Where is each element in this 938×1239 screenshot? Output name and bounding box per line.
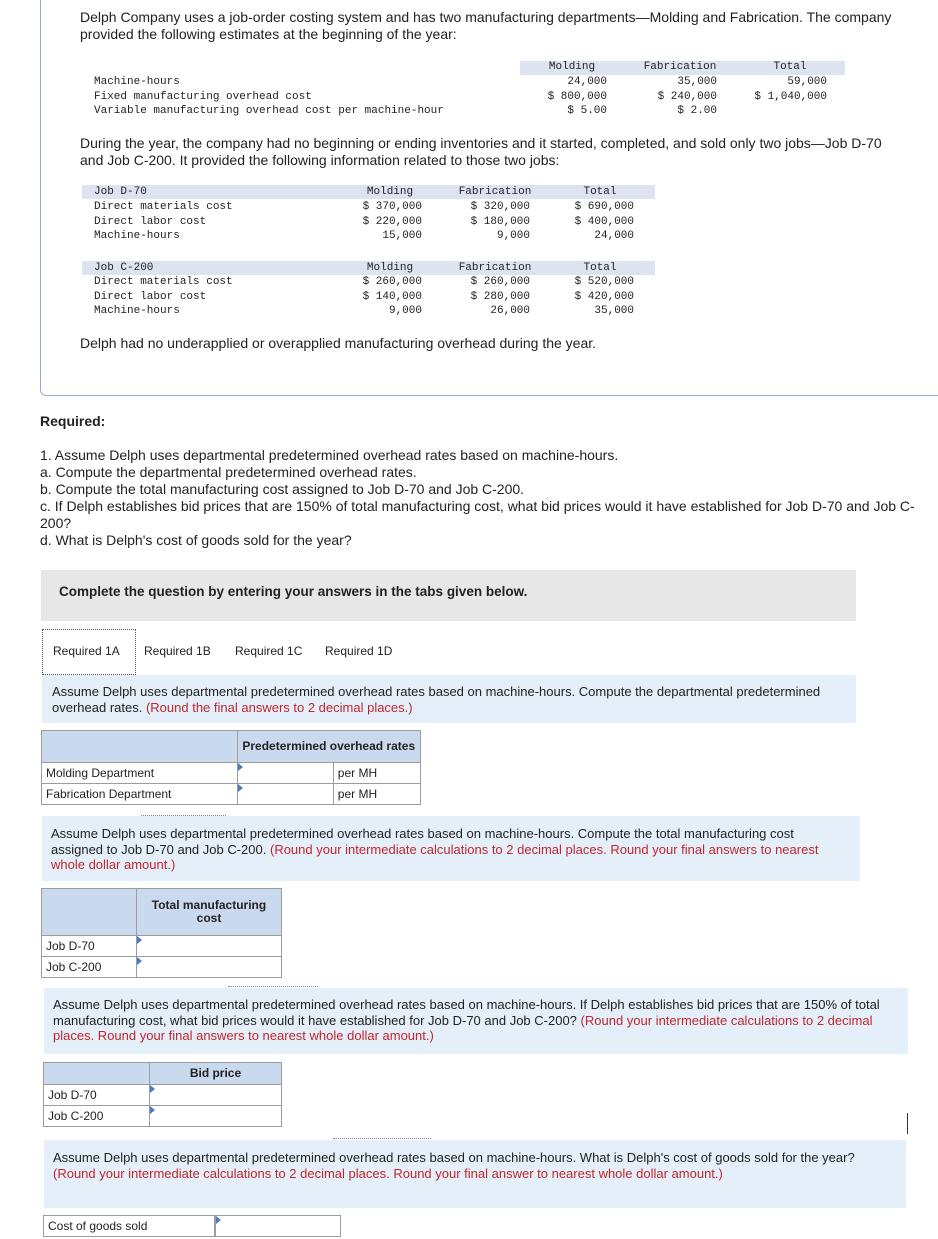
instruction-text: Complete the question by entering your answers in the tabs given below. xyxy=(59,584,528,599)
section-c-note: (Round your intermediate calculations to 2 decimal places. Round your final answers to nearest whole dollar amount.) xyxy=(53,1012,873,1043)
molding-rate-unit: per MH xyxy=(333,763,420,784)
job-c200-cell: 9,000 xyxy=(388,305,422,317)
section-d-text: Assume Delph uses departmental predetermined overhead rates based on machine-hours. What is Delph's cost of goods sold for the year? xyxy=(53,1150,855,1165)
job-c200-header-total: Total xyxy=(583,262,617,274)
cogs-label: Cost of goods sold xyxy=(44,1216,216,1237)
job-c200-cell: $ 260,000 xyxy=(470,276,530,288)
job-c200-cell: $ 420,000 xyxy=(574,290,634,303)
job-d70-label: Job D-70 xyxy=(44,1085,150,1106)
job-d70-row-label: Machine-hours xyxy=(94,230,180,242)
job-c200-header-molding: Molding xyxy=(366,262,414,274)
job-d70-cell: $ 180,000 xyxy=(470,215,530,228)
job-c200-title: Job C-200 xyxy=(94,262,154,274)
section-d-note: (Round your intermediate calculations to 2 decimal places. Round your final answer to nearest whole dollar amount.) xyxy=(53,1165,723,1181)
cogs-table xyxy=(43,1215,341,1237)
dotted-divider xyxy=(333,1138,431,1139)
section-c-instructions xyxy=(44,988,908,1054)
required-line: a. Compute the departmental predetermined overhead rates. xyxy=(40,464,417,480)
job-d70-row-label: Direct labor cost xyxy=(94,215,207,228)
section-b-text: Assume Delph uses departmental predetermined overhead rates based on machine-hours. Compute the total manufacturing cost assigned to Job D-70 and Job C-200. xyxy=(51,826,794,857)
bid-price-table xyxy=(43,1062,282,1127)
empty-header-cell xyxy=(42,889,137,936)
job-d70-cell: 9,000 xyxy=(496,230,530,242)
estimates-row-label: Machine-hours xyxy=(94,76,180,88)
job-c200-cell: $ 140,000 xyxy=(362,290,422,303)
job-c200-total-cost-input[interactable] xyxy=(137,957,282,978)
estimates-row-label: Variable manufacturing overhead cost per machine-hour xyxy=(94,105,444,117)
job-d70-cell: 15,000 xyxy=(382,230,422,242)
job-c200-cell: $ 260,000 xyxy=(362,276,422,288)
tab-required-1c[interactable]: Required 1C xyxy=(235,644,303,658)
estimates-header-total: Total xyxy=(773,61,807,73)
section-b-instructions xyxy=(42,816,860,881)
job-c200-label: Job C-200 xyxy=(44,1106,150,1127)
job-c200-cell: 26,000 xyxy=(490,305,530,317)
job-d70-cell: $ 690,000 xyxy=(574,201,634,213)
fabrication-rate-unit: per MH xyxy=(333,784,420,805)
job-c200-header-fabrication: Fabrication xyxy=(458,262,532,274)
job-d70-total-cost-input[interactable] xyxy=(137,936,282,957)
job-d70-row-label: Direct materials cost xyxy=(94,201,233,213)
section-a-instructions xyxy=(42,675,856,723)
job-d70-cell: $ 320,000 xyxy=(470,201,530,213)
estimates-cell: 24,000 xyxy=(567,76,607,88)
tab-required-1b[interactable]: Required 1B xyxy=(144,644,211,658)
job-d70-header-fabrication: Fabrication xyxy=(458,186,532,198)
job-c200-row-label: Machine-hours xyxy=(94,305,180,317)
section-c-text: Assume Delph uses departmental predetermined overhead rates based on machine-hours. If Delph establishes bid prices that are 150% of total manufacturing cost, what bid prices would it have established for Job D-70 and Job C-200? xyxy=(53,997,880,1028)
section-d-instructions xyxy=(44,1140,906,1208)
required-title: Required: xyxy=(40,413,106,429)
fabrication-rate-input[interactable] xyxy=(237,784,333,805)
required-list xyxy=(40,447,935,549)
tab-required-1d[interactable]: Required 1D xyxy=(325,644,393,658)
total-cost-header: Total manufacturing cost xyxy=(137,889,282,936)
estimates-cell: $ 800,000 xyxy=(547,90,607,103)
job-d70-label: Job D-70 xyxy=(42,936,137,957)
job-c200-cell: 35,000 xyxy=(594,305,634,317)
job-d70-cell: $ 220,000 xyxy=(362,215,422,228)
section-a-note: (Round the final answers to 2 decimal places.) xyxy=(145,699,413,715)
estimates-cell: $ 2.00 xyxy=(677,105,717,117)
estimates-row-label: Fixed manufacturing overhead cost xyxy=(94,90,312,103)
estimates-header-molding: Molding xyxy=(548,61,596,73)
job-c200-row-label: Direct materials cost xyxy=(94,276,233,288)
required-line: 1. Assume Delph uses departmental predetermined overhead rates based on machine-hours. xyxy=(40,447,619,463)
estimates-cell: 59,000 xyxy=(787,76,827,88)
overhead-rates-header: Predetermined overhead rates xyxy=(237,731,420,763)
bid-price-header: Bid price xyxy=(150,1063,282,1085)
empty-header-cell xyxy=(42,731,238,763)
job-d70-bid-price-input[interactable] xyxy=(150,1085,282,1106)
total-cost-table xyxy=(41,888,282,978)
estimates-cell: 35,000 xyxy=(677,76,717,88)
required-line: c. If Delph establishes bid prices that are 150% of total manufacturing cost, what bid prices would it have established for Job D-70 and Job C-200? xyxy=(40,498,915,531)
job-c200-bid-price-input[interactable] xyxy=(150,1106,282,1127)
job-d70-cell: $ 370,000 xyxy=(362,201,422,213)
job-d70-header-molding: Molding xyxy=(366,186,414,198)
during-text: During the year, the company had no beginning or ending inventories and it started, completed, and sold only two jobs—Job D-70 and Job C-200. It provided the following information related to those two jobs: xyxy=(80,135,882,168)
section-b-note: (Round your intermediate calculations to 2 decimal places. Round your final answers to nearest whole dollar amount.) xyxy=(51,841,819,872)
job-d70-title: Job D-70 xyxy=(94,186,147,198)
overhead-rates-table xyxy=(41,730,421,805)
molding-department-label: Molding Department xyxy=(42,763,238,784)
job-c200-row-label: Direct labor cost xyxy=(94,290,207,303)
estimates-header-fabrication: Fabrication xyxy=(643,61,717,73)
tab-required-1a[interactable]: Required 1A xyxy=(53,644,120,658)
molding-rate-input[interactable] xyxy=(237,763,333,784)
job-c200-cell: $ 280,000 xyxy=(470,290,530,303)
job-d70-header-total: Total xyxy=(583,186,617,198)
empty-header-cell xyxy=(44,1063,150,1085)
section-a-text: Assume Delph uses departmental predetermined overhead rates based on machine-hours. Compute the departmental predetermined overhead rates. xyxy=(52,684,821,715)
job-d70-cell: $ 400,000 xyxy=(574,215,634,228)
job-d70-cell: 24,000 xyxy=(594,230,634,242)
job-c200-cell: $ 520,000 xyxy=(574,276,634,288)
job-c200-label: Job C-200 xyxy=(42,957,137,978)
required-line: b. Compute the total manufacturing cost assigned to Job D-70 and Job C-200. xyxy=(40,481,525,497)
required-line: d. What is Delph's cost of goods sold for the year? xyxy=(40,532,352,548)
text-cursor xyxy=(907,1113,908,1134)
estimates-cell: $ 1,040,000 xyxy=(754,90,827,103)
estimates-cell: $ 240,000 xyxy=(657,90,717,103)
intro-text: Delph Company uses a job-order costing system and has two manufacturing departments—Molding and Fabrication. The company provided the following estimates at the beginning of the year: xyxy=(80,9,892,42)
dotted-divider xyxy=(228,986,318,987)
cogs-input[interactable] xyxy=(215,1216,341,1237)
fabrication-department-label: Fabrication Department xyxy=(42,784,238,805)
no-underapplied-text: Delph had no underapplied or overapplied manufacturing overhead during the year. xyxy=(80,335,597,351)
estimates-cell: $ 5.00 xyxy=(567,105,607,117)
